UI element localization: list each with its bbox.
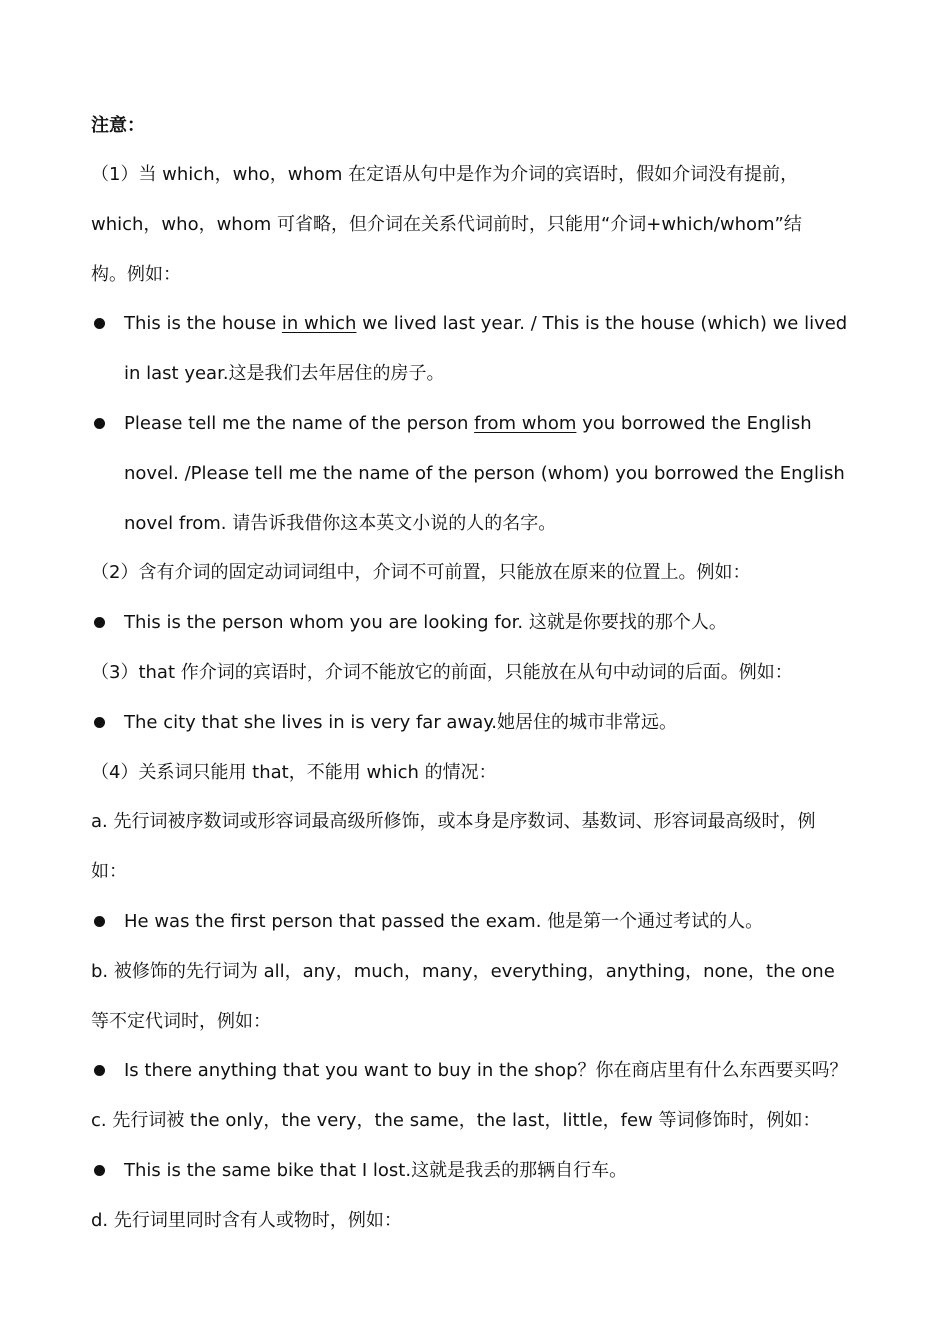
example-6-text: Is there anything that you want to buy in the shop？你在商店里有什么东西要买吗？ xyxy=(124,1060,848,1082)
example-1-underlined: in which xyxy=(281,313,357,335)
bullet-icon xyxy=(94,1165,105,1176)
example-1-post: we lived last year. / This is the house (which) we lived xyxy=(356,313,848,335)
bullet-icon xyxy=(94,717,105,728)
case-a-line-2: 如： xyxy=(91,861,127,883)
bullet-icon xyxy=(94,418,105,429)
case-b-line-2: 等不定代词时，例如： xyxy=(91,1010,271,1032)
example-2-line-3: novel from. 请告诉我借你这本英文小说的人的名字。 xyxy=(124,512,557,534)
case-d: d. 先行词里同时含有人或物时，例如： xyxy=(91,1209,402,1231)
document-body xyxy=(91,150,863,1246)
example-bullet-1 xyxy=(91,299,863,349)
section-heading: 注意： xyxy=(91,115,145,136)
bullet-icon xyxy=(94,617,105,628)
example-bullet-3 xyxy=(91,598,863,648)
example-bullet-5 xyxy=(91,897,863,947)
example-bullet-6 xyxy=(91,1046,863,1096)
example-7-text: This is the same bike that I lost.这就是我丢的那辆自行车。 xyxy=(124,1159,628,1181)
example-1-line-2: in last year.这是我们去年居住的房子。 xyxy=(124,363,445,385)
example-5-text: He was the first person that passed the exam. 他是第一个通过考试的人。 xyxy=(124,910,764,932)
case-a-line-1: a. 先行词被序数词或形容词最高级所修饰，或本身是序数词、基数词、形容词最高级时，例 xyxy=(91,811,816,833)
example-2-pre: Please tell me the name of the person xyxy=(124,412,475,434)
note-4: （4）关系词只能用 that，不能用 which 的情况： xyxy=(91,761,497,783)
note-3: （3）that 作介词的宾语时，介词不能放它的前面，只能放在从句中动词的后面。例如： xyxy=(91,661,793,683)
example-bullet-7 xyxy=(91,1146,863,1196)
note-1-line-1: （1）当 which，who，whom 在定语从句中是作为介词的宾语时，假如介词没有提前， xyxy=(91,164,799,185)
case-b-line-1: b. 被修饰的先行词为 all，any，much，many，everything，anything，none，the one xyxy=(91,960,835,982)
example-2-line-2: novel. /Please tell me the name of the person (whom) you borrowed the English xyxy=(124,462,845,484)
bullet-icon xyxy=(94,318,105,329)
example-1-pre: This is the house xyxy=(124,313,282,335)
example-4-text: The city that she lives in is very far away.她居住的城市非常远。 xyxy=(124,711,678,733)
note-1-line-3: 构。例如： xyxy=(91,263,181,285)
example-3-text: This is the person whom you are looking for. 这就是你要找的那个人。 xyxy=(124,612,727,634)
note-1-line-2: which，who，whom 可省略，但介词在关系代词前时，只能用“介词+which/whom”结 xyxy=(91,213,802,235)
case-c: c. 先行词被 the only，the very，the same，the last，little，few 等词修饰时，例如： xyxy=(91,1110,821,1132)
bullet-icon xyxy=(94,1065,105,1076)
example-2-underlined: from whom xyxy=(474,412,577,434)
example-2-post: you borrowed the English xyxy=(576,412,812,434)
example-bullet-4 xyxy=(91,698,863,748)
example-bullet-2 xyxy=(91,399,863,449)
note-2: （2）含有介词的固定动词词组中，介词不可前置，只能放在原来的位置上。例如： xyxy=(91,562,751,584)
bullet-icon xyxy=(94,916,105,927)
